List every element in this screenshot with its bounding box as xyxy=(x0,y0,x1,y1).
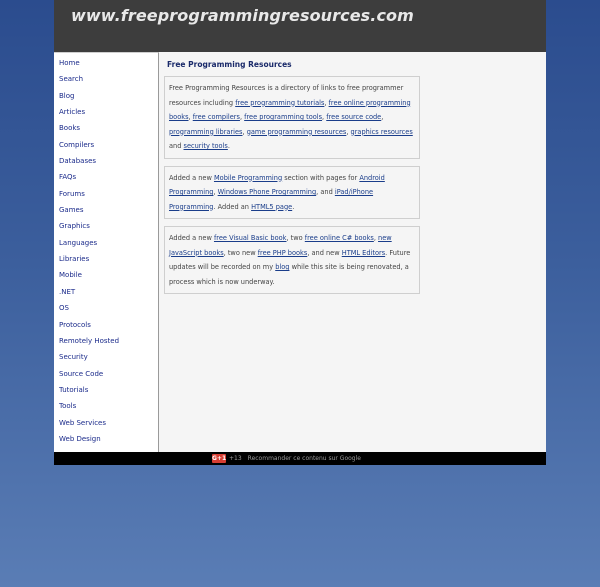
sidebar-item-libraries[interactable]: Libraries xyxy=(59,255,90,264)
intro-card xyxy=(164,76,420,159)
separator-text: , xyxy=(346,127,351,136)
link-graphics-resources[interactable]: graphics resources xyxy=(350,127,413,136)
update-text: , two new xyxy=(223,248,258,257)
update-text: . Future updates will be recorded on my xyxy=(169,248,411,271)
sidebar-item-tutorials[interactable]: Tutorials xyxy=(59,385,89,394)
sidebar-item-databases[interactable]: Databases xyxy=(59,157,97,166)
update-text: . Added an xyxy=(213,202,252,211)
separator-text: , xyxy=(373,234,379,242)
site-title[interactable]: www.freeprogrammingresources.com xyxy=(71,6,414,25)
link-blog[interactable]: blog xyxy=(275,263,290,271)
page-container xyxy=(54,0,546,465)
books-update-card xyxy=(164,226,420,294)
update-text: while this site is being renovated, a process which is now underway. xyxy=(169,263,409,286)
separator-text: , xyxy=(239,113,245,121)
link-free-compilers[interactable]: free compilers xyxy=(192,113,240,121)
gplus-count: +13 xyxy=(229,455,242,462)
sidebar-item-security[interactable]: Security xyxy=(59,353,88,362)
sidebar-item-books[interactable]: Books xyxy=(59,124,81,133)
link-free-programming-tutorials[interactable]: free programming tutorials xyxy=(235,98,325,107)
separator-text: , xyxy=(242,127,247,136)
separator-text: , xyxy=(213,188,218,196)
page-footer xyxy=(54,452,546,465)
update-text: section with pages for xyxy=(282,173,360,182)
sidebar-item-mobile[interactable]: Mobile xyxy=(59,271,82,280)
sidebar-item-web-services[interactable]: Web Services xyxy=(59,418,107,427)
sidebar-item-blog[interactable]: Blog xyxy=(59,91,75,100)
sidebar-item-compilers[interactable]: Compilers xyxy=(59,140,95,149)
sidebar-item-languages[interactable]: Languages xyxy=(59,238,98,247)
sidebar-item-faqs[interactable]: FAQs xyxy=(59,173,77,182)
sidebar-item-games[interactable]: Games xyxy=(59,206,84,215)
sidebar-item-protocols[interactable]: Protocols xyxy=(59,320,91,329)
sidebar-nav xyxy=(54,52,159,452)
sidebar-item-home[interactable]: Home xyxy=(59,59,80,67)
sidebar-item-source-code[interactable]: Source Code xyxy=(59,369,104,378)
gplus-one-button[interactable]: G+1 xyxy=(212,455,227,462)
site-header xyxy=(54,0,546,52)
sidebar-item-tools[interactable]: Tools xyxy=(59,402,77,411)
link-free-visual-basic-book[interactable]: free Visual Basic book xyxy=(213,234,287,242)
update-text: Added a new xyxy=(169,173,214,182)
main-content xyxy=(159,52,546,452)
separator-text: , xyxy=(324,98,329,107)
sidebar-item-web-design[interactable]: Web Design xyxy=(59,434,101,443)
link-html-editors[interactable]: HTML Editors xyxy=(341,248,386,257)
link-security-tools[interactable]: security tools xyxy=(183,142,228,150)
link-free-programming-tools[interactable]: free programming tools xyxy=(244,113,323,121)
separator-text: . xyxy=(227,142,230,150)
gplus-widget xyxy=(212,454,361,463)
sidebar-item-os[interactable]: OS xyxy=(59,304,69,313)
separator-text: and xyxy=(169,142,184,150)
link-programming-libraries[interactable]: programming libraries xyxy=(169,127,243,136)
link-ipad-iphone-programming[interactable]: iPad/iPhone Programming xyxy=(169,188,374,211)
sidebar-item-search[interactable]: Search xyxy=(59,75,84,84)
sidebar-item-dotnet[interactable]: .NET xyxy=(59,287,76,296)
sidebar-item-remotely-hosted[interactable]: Remotely Hosted xyxy=(59,336,120,345)
link-html5-page[interactable]: HTML5 page xyxy=(251,202,293,211)
link-free-online-csharp-books[interactable]: free online C# books xyxy=(304,234,374,242)
link-free-online-programming-books[interactable]: free online programming books xyxy=(169,98,411,121)
separator-text: , xyxy=(381,113,384,121)
link-free-php-books[interactable]: free PHP books xyxy=(257,248,308,257)
separator-text: , two xyxy=(286,234,305,242)
sidebar-item-graphics[interactable]: Graphics xyxy=(59,222,90,231)
link-windows-phone-programming[interactable]: Windows Phone Programming xyxy=(217,188,317,196)
separator-text: , xyxy=(188,113,193,121)
separator-text: , xyxy=(322,113,327,121)
gplus-recommend-text: Recommander ce contenu sur Google xyxy=(247,455,361,462)
link-android-programming[interactable]: Android Programming xyxy=(169,173,385,196)
content-row xyxy=(54,52,546,452)
link-mobile-programming[interactable]: Mobile Programming xyxy=(213,173,283,182)
intro-text: Free Programming Resources is a directory of links to free programmer resources including xyxy=(169,84,404,107)
link-new-javascript-books[interactable]: new JavaScript books xyxy=(169,234,392,257)
sidebar-item-articles[interactable]: Articles xyxy=(59,108,86,117)
page-heading: Free Programming Resources xyxy=(167,60,292,69)
sidebar-item-forums[interactable]: Forums xyxy=(59,189,85,198)
mobile-update-card xyxy=(164,166,420,220)
link-game-programming-resources[interactable]: game programming resources xyxy=(246,127,347,136)
update-text: , and new xyxy=(307,248,342,257)
separator-text: . xyxy=(292,202,295,211)
link-free-source-code[interactable]: free source code xyxy=(326,113,382,121)
update-text: Added a new xyxy=(169,234,214,242)
separator-text: , and xyxy=(316,188,335,196)
